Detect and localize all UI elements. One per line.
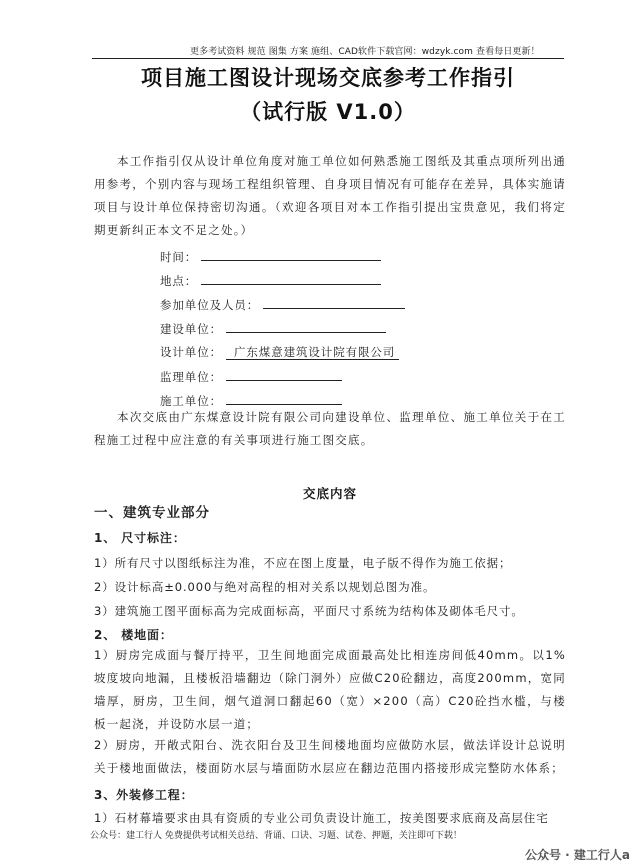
facade1-row: 1）石材幕墙要求由具有资质的专业公司负责设计施工，按美图要求底商及高层住宅 xyxy=(94,811,549,825)
form-designer xyxy=(160,342,560,362)
sub1-row xyxy=(94,528,566,548)
sub2-row xyxy=(94,625,566,645)
designer-value: 广东煤意建筑设计院有限公司 xyxy=(226,345,399,360)
part1-heading-row xyxy=(94,503,566,523)
header-rule xyxy=(92,58,564,59)
time-blank xyxy=(201,246,381,261)
header-note: 更多考试资料 规范 图集 方案 施组、CAD软件下载官网：wdzyk.com 查看每日更新！ xyxy=(190,47,540,57)
item3-row: 3）建筑施工图平面标高为完成面标高，平面尺寸系统为结构体及砌体毛尺寸。 xyxy=(94,604,524,618)
owner-blank xyxy=(226,318,386,333)
document-subtitle: （试行版 V1.0） xyxy=(240,100,416,124)
time-label: 时间： xyxy=(160,250,198,264)
section-title: 交底内容 xyxy=(302,486,357,501)
form-place xyxy=(160,270,560,290)
document-title: 项目施工图设计现场交底参考工作指引 xyxy=(141,66,515,90)
contractor-blank xyxy=(226,390,342,405)
form-owner xyxy=(160,318,560,338)
attendees-label: 参加单位及人员： xyxy=(160,298,260,312)
floor2-paragraph: 2）厨房，开敞式阳台、洗衣阳台及卫生间楼地面均应做防水层，做法详设计总说明关于楼地面做法，楼面防水层与墙面防水层应在翻边范围内搭接形成完整防水体系； xyxy=(94,738,566,775)
place-blank xyxy=(201,270,381,285)
contractor-label: 施工单位： xyxy=(160,394,222,408)
footer-watermark: 公众号 · 建工行人a xyxy=(524,848,630,862)
designer-label: 设计单位： xyxy=(160,345,222,359)
closing-paragraph: 本次交底由广东煤意设计院有限公司向建设单位、监理单位、施工单位关于在工程施工过程中应注意的有关事项进行施工图交底。 xyxy=(94,410,566,447)
form-supervisor xyxy=(160,366,560,386)
attendees-blank xyxy=(263,294,405,309)
sub3-heading: 3、外装修工程： xyxy=(94,788,194,802)
item2-row: 2）设计标高±0.000与绝对高程的相对关系以规划总图为准。 xyxy=(94,580,436,594)
item1-row: 1）所有尺寸以图纸标注为准，不应在图上度量，电子版不得作为施工依据； xyxy=(94,556,512,570)
floor1-paragraph: 1）厨房完成面与餐厅持平，卫生间地面完成面最高处比相连房间低40mm。以1%坡度坡向地漏，且楼板沿墙翻边（除门洞外）应做C20砼翻边，高度200mm，宽同墙厚，厨房，卫生间，烟气道洞口翻起60（宽）×200（高）C20砼挡水槛，与楼板一起浇，并设防水层一道； xyxy=(94,648,566,731)
place-label: 地点： xyxy=(160,274,198,288)
form-attendees xyxy=(160,294,560,314)
form-time xyxy=(160,246,560,266)
sub3-row xyxy=(94,785,566,805)
intro-paragraph: 本工作指引仅从设计单位角度对施工单位如何熟悉施工图纸及其重点项所列出通用参考，个别内容与现场工程组织管理、自身项目情况有可能存在差异，具体实施请项目与设计单位保持密切沟通。（欢迎各项目对本工作指引提出宝贵意见，我们将定期更新纠正本文不足之处。） xyxy=(94,154,566,237)
sub2-heading: 2、 楼地面： xyxy=(94,628,173,642)
supervisor-label: 监理单位： xyxy=(160,370,222,384)
footer-strip: 公众号：建工行人 免费提供考试相关总结、背诵、口诀、习题、试卷、押题，关注即可下载！ xyxy=(90,831,462,841)
supervisor-blank xyxy=(226,366,342,381)
part1-heading: 一、建筑专业部分 xyxy=(94,505,210,521)
sub1-heading: 1、 尺寸标注： xyxy=(94,531,186,545)
owner-label: 建设单位： xyxy=(160,322,222,336)
